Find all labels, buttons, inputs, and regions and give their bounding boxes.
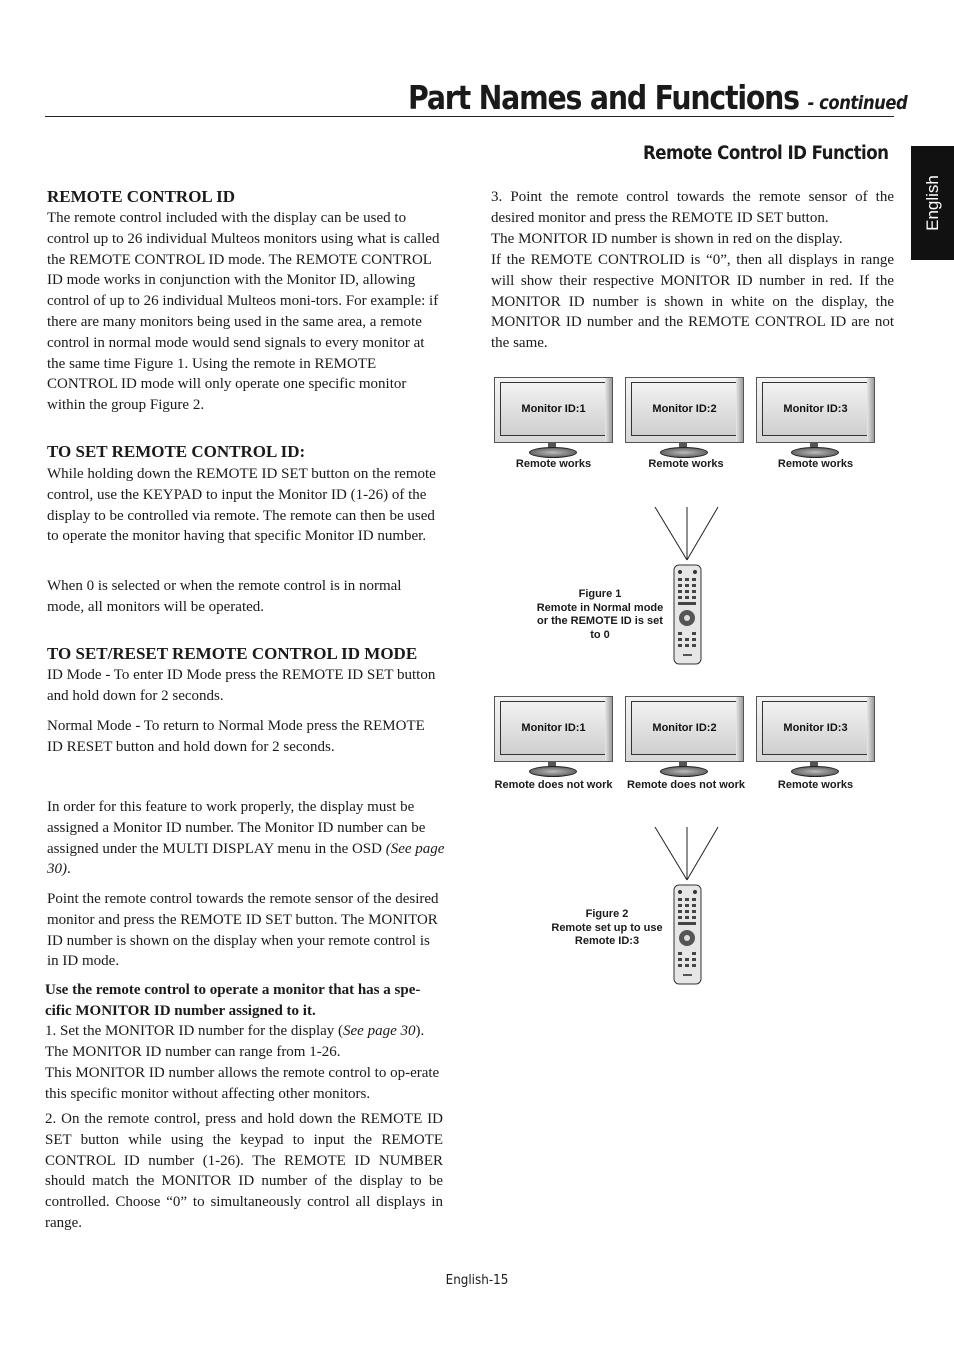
osd-text: In order for this feature to work properly, the display must be assigned a Monitor ID number. The Monitor ID number can be assigned under the MULTI DISPLAY menu in the OSD [47,799,426,857]
monitor-bezel [625,377,744,443]
paragraph-step2 [45,1109,443,1234]
step1-text: 1. Set the MONITOR ID number for the display ( [45,1023,344,1039]
paragraph-osd-text [47,797,445,880]
monitor-side [736,378,743,442]
figure2-caption-title: Figure 2 [585,908,629,920]
paragraph-normal-mode [47,716,439,758]
osd-period: . [67,861,71,878]
status-label: Remote works [777,779,854,791]
title-rule [45,116,894,117]
paragraph-step2-text: 2. On the remote control, press and hold down the REMOTE ID SET button while using the keypad to input the REMOTE CONTROL ID number (1-26). The REMOTE ID NUMBER should match the MONITOR ID number of the display to be controlled. Choose “0” to simultaneously control all displays in range. [45,1111,443,1231]
monitor-screen: Monitor ID:3 [762,701,869,755]
figure2-caption-text: Remote set up to use Remote ID:3 [551,921,663,948]
monitor [625,696,744,764]
heading-set-reset-mode: TO SET/RESET REMOTE CONTROL ID MODE [47,644,418,663]
remote-control-icon [673,884,703,986]
paragraph-osd [47,797,445,880]
paragraph-point [47,889,439,972]
monitor-bezel [756,696,875,762]
monitor [756,696,875,764]
monitor-screen: Monitor ID:1 [500,701,607,755]
paragraph-normal-mode-text: Normal Mode - To return to Normal Mode press the REMOTE ID RESET button and hold down for 2 seconds. [47,718,425,755]
monitor-stand [660,766,708,777]
monitor-stand [791,766,839,777]
paragraph-intro [47,208,442,416]
monitor-stand [529,766,577,777]
monitor-screen: Monitor ID:3 [762,382,869,436]
monitor [494,696,613,764]
monitor-screen: Monitor ID:2 [631,382,738,436]
paragraph-red [491,229,894,250]
step1-page-ref: See page 30 [343,1023,416,1039]
paragraph-step3-text: 3. Point the remote control towards the remote sensor of the desired monitor and press the REMOTE ID SET button. [491,189,894,226]
monitor [625,377,744,445]
language-tab-label: English [922,175,942,231]
monitor-stand [529,447,577,458]
step1-range: ). The MONITOR ID number can range from 1-26. [45,1023,425,1060]
paragraph-step1 [45,1021,443,1063]
paragraph-intro-text: The remote control included with the display can be used to control up to 26 individual Multeos monitors using what is called the REMOTE CONTROL ID mode. The REMOTE CONTROL ID mode works in conjunction with the Monitor ID, allowing control of up to 26 individual Multeos moni-tors. For example: if there are many monitors being used in the same area, a remote control in normal mode would send signals to every monitor at the same time Figure 1. Using the remote in REMOTE CONTROL ID mode will only operate one specific monitor within the group Figure 2. [47,210,440,414]
monitor-screen: Monitor ID:2 [631,701,738,755]
signal-line [655,507,687,560]
osd-page-ref: (See page 30) [47,840,445,878]
remote-control-icon [673,564,703,666]
paragraph-allows [45,1063,443,1105]
monitor-bezel [756,377,875,443]
paragraph-step3 [491,187,894,229]
monitor-side [736,697,743,761]
paragraph-zero-range [491,250,894,354]
status-label: Remote works [515,458,592,470]
section-title: Remote Control ID Function [643,143,889,164]
monitor-stand [660,447,708,458]
paragraph-set-id [47,464,439,547]
paragraph-point-text: Point the remote control towards the remote sensor of the desired monitor and press the REMOTE ID SET button. The MONITOR ID number is shown on the display when your remote control is in ID mode. [47,891,439,970]
monitor [756,377,875,445]
signal-lines [650,825,730,890]
title-text: Part Names and Functions [408,78,799,117]
paragraph-id-mode-text: ID Mode - To enter ID Mode press the REMOTE ID SET button and hold down for 2 seconds. [47,667,436,704]
monitor-side [867,697,874,761]
paragraph-bold-use-text: Use the remote control to operate a monitor that has a spe-cific MONITOR ID number assigned to it. [45,982,421,1019]
monitor [494,377,613,445]
paragraph-step1-text [45,1021,443,1063]
status-label: Remote works [777,458,854,470]
signal-line [687,827,718,880]
monitor-screen: Monitor ID:1 [500,382,607,436]
paragraph-id-mode [47,665,439,707]
paragraph-zero-range-text: If the REMOTE CONTROLID is “0”, then all displays in range will show their respective MONITOR ID number in red. If the MONITOR ID number is shown in white on the display, the MONITOR ID number and the REMOTE CONTROL ID are not the same. [491,252,894,352]
paragraph-red-text: The MONITOR ID number is shown in red on the display. [491,231,843,247]
title-continued: - continued [807,92,908,114]
paragraph-allows-text: This MONITOR ID number allows the remote control to op-erate this specific monitor without affecting other monitors. [45,1065,440,1102]
status-label: Remote works [648,458,724,470]
monitor-side [867,378,874,442]
signal-line [687,507,718,560]
status-label: Remote does not work [494,779,613,791]
page-title [408,78,907,117]
paragraph-zero-text: When 0 is selected or when the remote control is in normal mode, all monitors will be operated. [47,578,402,615]
signal-line [655,827,687,880]
monitor-side [605,378,612,442]
paragraph-zero [47,576,439,618]
monitor-bezel [494,377,613,443]
paragraph-bold-use [45,980,443,1022]
monitor-bezel [625,696,744,762]
language-tab [911,146,954,260]
monitor-stand [791,447,839,458]
figure1-caption [536,588,664,642]
heading-remote-control-id: REMOTE CONTROL ID [47,187,235,206]
monitor-bezel [494,696,613,762]
figure1-caption-text: Remote in Normal mode or the REMOTE ID is set to 0 [536,601,664,641]
paragraph-set-id-text: While holding down the REMOTE ID SET button on the remote control, use the KEYPAD to input the Monitor ID (1-26) of the display to be controlled via remote. The remote can then be used to operate the monitor having that specific Monitor ID number. [47,466,436,545]
figure2-caption [548,908,666,949]
signal-lines [650,505,730,570]
page-number: English-15 [445,1273,509,1288]
figure1-caption-title: Figure 1 [578,588,622,600]
monitor-side [605,697,612,761]
heading-set-remote-id: TO SET REMOTE CONTROL ID: [47,442,306,461]
status-label: Remote does not work [627,779,745,791]
